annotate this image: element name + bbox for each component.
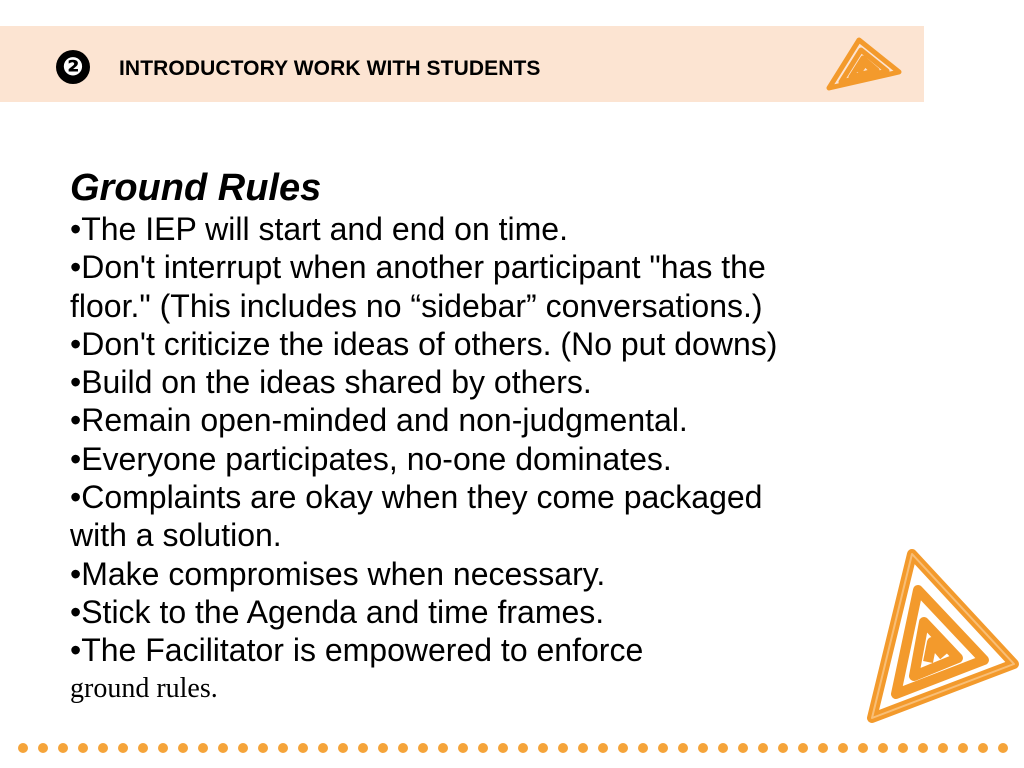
footer-dot (638, 743, 648, 753)
footer-dot (198, 743, 208, 753)
footer-dot (858, 743, 868, 753)
footer-dot (558, 743, 568, 753)
ground-rules-title: Ground Rules (70, 167, 322, 209)
rule-line: •Make compromises when necessary. (70, 555, 606, 592)
footer-dot (838, 743, 848, 753)
footer-dot (358, 743, 368, 753)
footer-dot (58, 743, 68, 753)
footer-dot (798, 743, 808, 753)
footer-dot (698, 743, 708, 753)
footer-dot (118, 743, 128, 753)
footer-dot (658, 743, 668, 753)
footer-dot (818, 743, 828, 753)
footer-dot (578, 743, 588, 753)
footer-dot (178, 743, 188, 753)
footer-dot (418, 743, 428, 753)
footer-dot (158, 743, 168, 753)
footer-dot (78, 743, 88, 753)
footer-dot (478, 743, 488, 753)
rule-item (70, 593, 970, 631)
footer-dot (718, 743, 728, 753)
footer-dot (998, 743, 1008, 753)
rule-line: •Build on the ideas shared by others. (70, 364, 592, 401)
rule-line: •Remain open-minded and non-judgmental. (70, 402, 688, 439)
footer-dot (958, 743, 968, 753)
footer-dot (298, 743, 308, 753)
footer-dot (878, 743, 888, 753)
footer-dot (378, 743, 388, 753)
footer-dot (918, 743, 928, 753)
rule-line: •Don't interrupt when another participant "has the (70, 249, 766, 286)
footer-dot (438, 743, 448, 753)
ground-rules-content (70, 166, 970, 708)
footer-dot (278, 743, 288, 753)
footer-dot (618, 743, 628, 753)
rule-line-tail: ground rules. (70, 672, 218, 704)
footer-dot (538, 743, 548, 753)
footer-dot (678, 743, 688, 753)
footer-dot (138, 743, 148, 753)
triangle-spiral-icon (825, 36, 903, 92)
footer-dot (498, 743, 508, 753)
rule-line: •Don't criticize the ideas of others. (No put downs) (70, 325, 778, 362)
footer-dot (898, 743, 908, 753)
rule-item (70, 631, 970, 707)
footer-dot (98, 743, 108, 753)
footer-dot (598, 743, 608, 753)
rule-item (70, 478, 970, 555)
header-title: INTRODUCTORY WORK WITH STUDENTS (119, 57, 541, 80)
footer-dot (778, 743, 788, 753)
section-number-badge: ❷ (56, 50, 90, 84)
footer-dot (398, 743, 408, 753)
rule-item (70, 363, 970, 401)
rule-item (70, 325, 970, 363)
triangle-spiral-icon (852, 546, 1022, 726)
rule-item (70, 210, 970, 248)
rule-item (70, 555, 970, 593)
rule-line: with a solution. (70, 517, 282, 554)
footer-dot (338, 743, 348, 753)
footer-dot (518, 743, 528, 753)
rule-line: floor." (This includes no “sidebar” conversations.) (70, 287, 763, 324)
footer-dot (38, 743, 48, 753)
footer-dot (458, 743, 468, 753)
rule-line: •Stick to the Agenda and time frames. (70, 593, 605, 630)
footer-dot (738, 743, 748, 753)
rule-line: •Everyone participates, no-one dominates. (70, 440, 672, 477)
footer-dot (758, 743, 768, 753)
footer-dot (978, 743, 988, 753)
footer-dot (938, 743, 948, 753)
rule-line: •The Facilitator is empowered to enforce (70, 632, 644, 669)
rule-line: •The IEP will start and end on time. (70, 211, 568, 247)
rule-line: •Complaints are okay when they come packaged (70, 479, 763, 516)
footer-dot (318, 743, 328, 753)
footer-dot (258, 743, 268, 753)
footer-dot (18, 743, 28, 753)
rule-item (70, 248, 970, 325)
footer-dot (238, 743, 248, 753)
rule-item (70, 440, 970, 478)
rule-item (70, 401, 970, 439)
footer-dot (218, 743, 228, 753)
dotted-footer-divider (17, 740, 1017, 756)
